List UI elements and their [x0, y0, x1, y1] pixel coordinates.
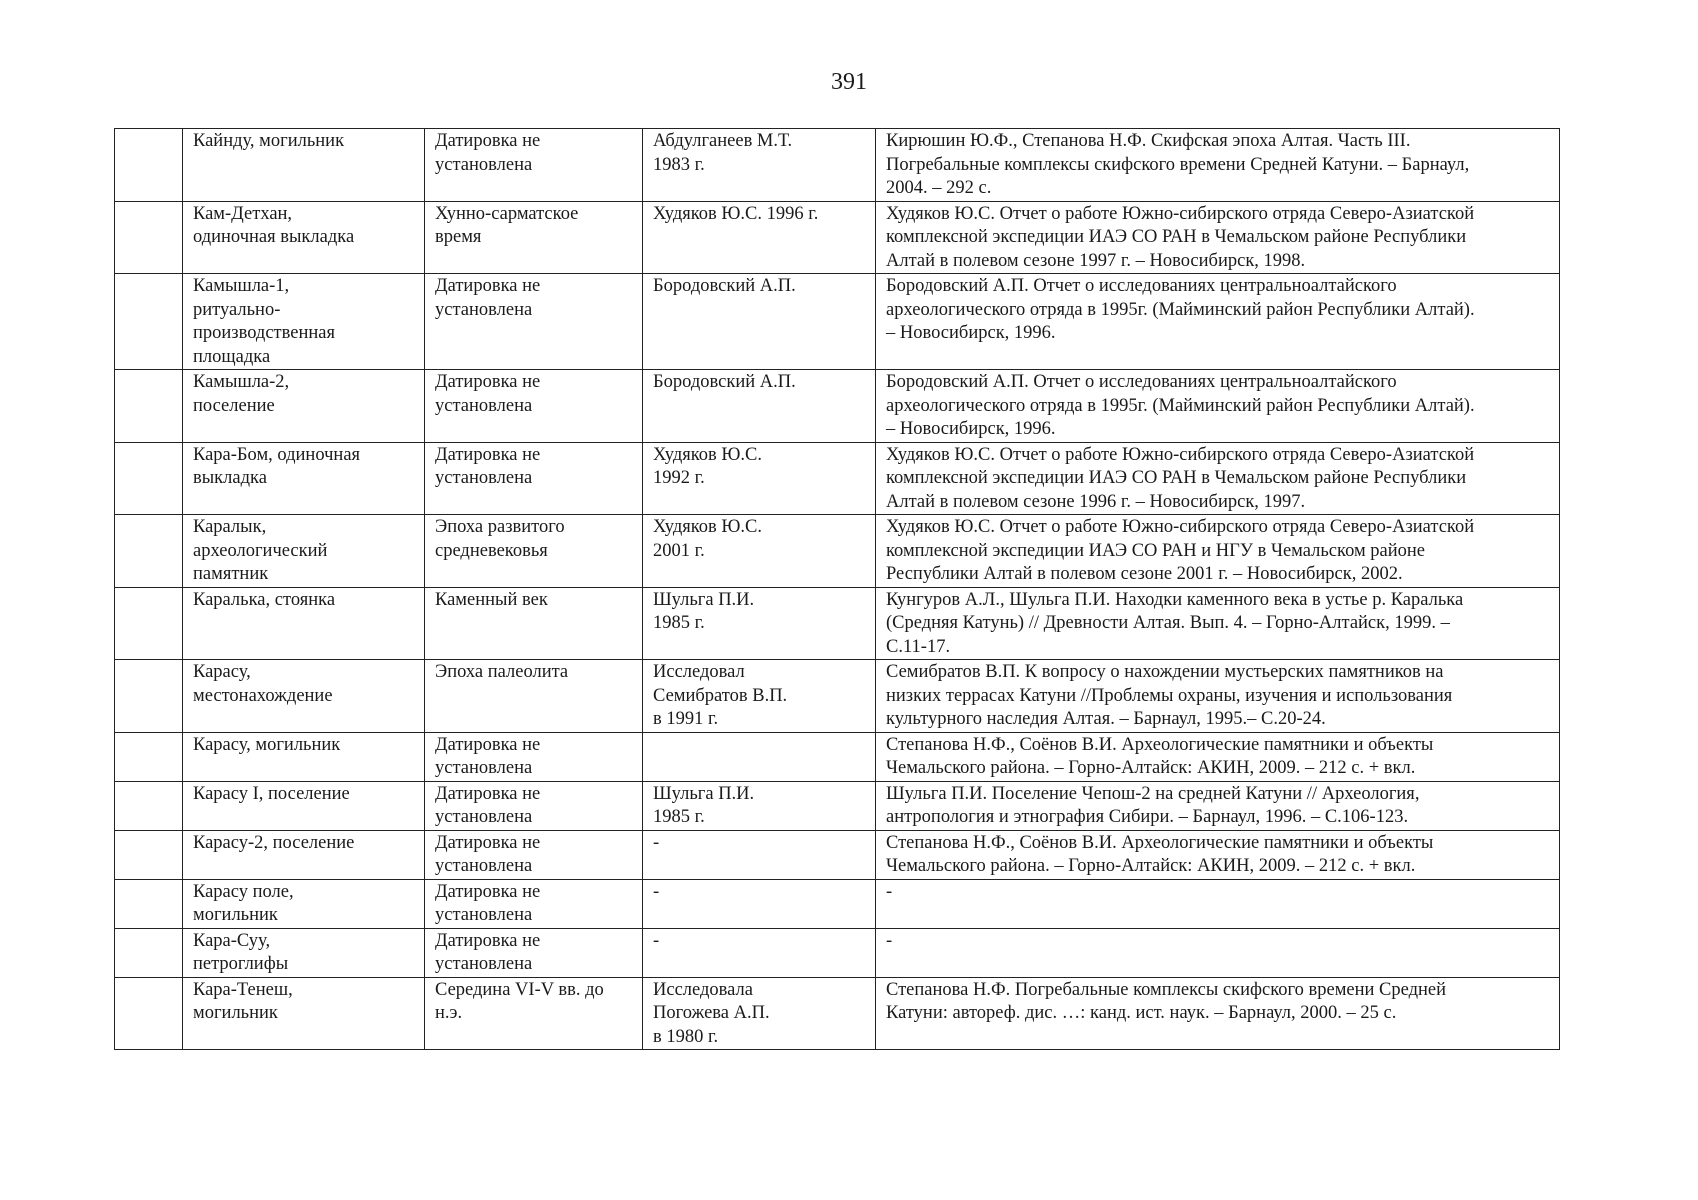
researcher-line: Шульга П.И. [653, 589, 755, 610]
source-line: Шульга П.И. Поселение Чепош-2 на средней Катуни // Археология, [886, 783, 1420, 804]
dating-line: Датировка не [435, 372, 541, 392]
source-line: Бородовский А.П. Отчет о исследованиях центральноалтайского [886, 372, 1397, 392]
researcher-line: - [653, 832, 660, 853]
name-line: Карасу, могильник [193, 734, 341, 755]
researcher-cell [643, 879, 876, 928]
source-cell [876, 830, 1560, 879]
source-cell [876, 781, 1560, 830]
dating-cell [425, 201, 643, 274]
researcher-line: Абдулганеев М.Т. [653, 131, 793, 151]
monument-name-cell [183, 977, 425, 1050]
researcher-line: 1992 г. [653, 468, 705, 488]
name-line: Кара-Бом, одиночная [193, 444, 361, 465]
index-cell [115, 879, 183, 928]
monument-name-cell [183, 442, 425, 515]
researcher-line: - [653, 881, 660, 902]
monument-name-cell [183, 587, 425, 660]
source-cell [876, 879, 1560, 928]
name-line: ритуально- [193, 299, 281, 320]
source-line: Степанова Н.Ф. Погребальные комплексы скифского времени Средней [886, 979, 1447, 1000]
source-line: Худяков Ю.С. Отчет о работе Южно-сибирского отряда Северо-Азиатской [886, 444, 1475, 465]
monument-name-cell [183, 515, 425, 588]
table-row [115, 370, 1560, 443]
researcher-line: в 1991 г. [653, 709, 719, 729]
source-line: Степанова Н.Ф., Соёнов В.И. Археологические памятники и объекты [886, 734, 1434, 755]
researcher-cell [643, 928, 876, 977]
monument-name-cell [183, 732, 425, 781]
index-cell [115, 660, 183, 733]
table-body [115, 129, 1560, 1050]
source-line: (Средняя Катунь) // Древности Алтая. Вып. 4. – Горно-Алтайск, 1999. – [886, 613, 1450, 633]
researcher-cell [643, 587, 876, 660]
dating-line: установлена [435, 154, 533, 175]
index-cell [115, 977, 183, 1050]
dating-line: установлена [435, 395, 533, 416]
dating-line: установлена [435, 299, 533, 320]
monuments-table [114, 128, 1560, 1050]
table-row [115, 781, 1560, 830]
source-line: Степанова Н.Ф., Соёнов В.И. Археологические памятники и объекты [886, 832, 1434, 853]
table-row [115, 515, 1560, 588]
source-line: Республики Алтай в полевом сезоне 2001 г. – Новосибирск, 2002. [886, 564, 1403, 584]
dating-line: Датировка не [435, 783, 541, 804]
dating-cell [425, 732, 643, 781]
name-line: Каралька, стоянка [193, 589, 336, 610]
dating-line: средневековья [435, 540, 548, 561]
researcher-line: Исследовала [653, 979, 753, 1000]
dating-line: установлена [435, 807, 533, 827]
source-cell [876, 587, 1560, 660]
monument-name-cell [183, 201, 425, 274]
name-line: Кара-Суу, [193, 930, 271, 951]
dating-line: установлена [435, 758, 533, 778]
source-line: Бородовский А.П. Отчет о исследованиях центральноалтайского [886, 276, 1397, 296]
researcher-line: в 1980 г. [653, 1026, 719, 1047]
researcher-line: Худяков Ю.С. 1996 г. [653, 203, 819, 224]
source-cell [876, 129, 1560, 202]
monument-name-cell [183, 370, 425, 443]
source-line: комплексной экспедиции ИАЭ СО РАН и НГУ в Чемальском районе [886, 540, 1426, 561]
dating-line: Эпоха развитого [435, 517, 565, 537]
researcher-cell [643, 442, 876, 515]
name-line: производственная [193, 323, 336, 343]
name-line: Кайнду, могильник [193, 131, 345, 151]
name-line: Карасу-2, поселение [193, 832, 355, 853]
index-cell [115, 442, 183, 515]
source-cell [876, 201, 1560, 274]
source-line: – Новосибирск, 1996. [886, 419, 1056, 439]
dating-line: Эпоха палеолита [435, 662, 569, 682]
index-cell [115, 830, 183, 879]
researcher-line: 1985 г. [653, 613, 705, 633]
researcher-line: Шульга П.И. [653, 783, 755, 804]
researcher-line: 1983 г. [653, 154, 705, 175]
index-cell [115, 129, 183, 202]
source-line: Худяков Ю.С. Отчет о работе Южно-сибирского отряда Северо-Азиатской [886, 203, 1475, 224]
source-line: археологического отряда в 1995г. (Майминский район Республики Алтай). [886, 299, 1475, 320]
dating-line: Датировка не [435, 131, 541, 151]
name-line: Камышла-2, [193, 372, 290, 392]
monument-name-cell [183, 928, 425, 977]
researcher-cell [643, 732, 876, 781]
source-line: низких террасах Катуни //Проблемы охраны, изучения и использования [886, 685, 1453, 706]
table-row [115, 977, 1560, 1050]
name-line: Камышла-1, [193, 276, 290, 296]
source-line: комплексной экспедиции ИАЭ СО РАН в Чемальском районе Республики [886, 227, 1467, 247]
table-row [115, 587, 1560, 660]
name-line: Карасу I, поселение [193, 783, 350, 804]
name-line: одиночная выкладка [193, 227, 355, 247]
dating-cell [425, 129, 643, 202]
dating-line: Датировка не [435, 444, 541, 465]
dating-cell [425, 515, 643, 588]
researcher-cell [643, 977, 876, 1050]
source-line: - [886, 930, 893, 951]
dating-cell [425, 781, 643, 830]
dating-cell [425, 660, 643, 733]
table-row [115, 830, 1560, 879]
name-line: Карасу поле, [193, 881, 294, 902]
source-line: Погребальные комплексы скифского времени Средней Катуни. – Барнаул, [886, 154, 1470, 175]
source-line: – Новосибирск, 1996. [886, 323, 1056, 343]
researcher-line: - [653, 930, 660, 951]
dating-cell [425, 977, 643, 1050]
researcher-cell [643, 660, 876, 733]
monument-name-cell [183, 274, 425, 370]
researcher-line: Бородовский А.П. [653, 276, 796, 296]
table-row [115, 732, 1560, 781]
name-line: могильник [193, 905, 278, 925]
source-line: Кунгуров А.Л., Шульга П.И. Находки каменного века в устье р. Каралька [886, 589, 1464, 610]
name-line: площадка [193, 346, 271, 367]
dating-line: Хунно-сарматское [435, 203, 579, 224]
name-line: выкладка [193, 468, 267, 488]
researcher-cell [643, 201, 876, 274]
dating-cell [425, 442, 643, 515]
source-line: Чемальского района. – Горно-Алтайск: АКИН, 2009. – 212 с. + вкл. [886, 758, 1416, 778]
dating-cell [425, 830, 643, 879]
researcher-line: Худяков Ю.С. [653, 517, 763, 537]
index-cell [115, 781, 183, 830]
name-line: петроглифы [193, 954, 289, 974]
source-line: археологического отряда в 1995г. (Майминский район Республики Алтай). [886, 395, 1475, 416]
index-cell [115, 928, 183, 977]
source-line: Кирюшин Ю.Ф., Степанова Н.Ф. Скифская эпоха Алтая. Часть III. [886, 131, 1411, 151]
researcher-cell [643, 274, 876, 370]
name-line: Кам-Детхан, [193, 203, 293, 224]
source-line: культурного наследия Алтая. – Барнаул, 1995.– С.20-24. [886, 709, 1326, 729]
researcher-cell [643, 830, 876, 879]
name-line: Карасу, [193, 662, 251, 682]
name-line: Кара-Тенеш, [193, 979, 293, 1000]
researcher-cell [643, 370, 876, 443]
researcher-cell [643, 515, 876, 588]
researcher-line: 1985 г. [653, 807, 705, 827]
source-line: Худяков Ю.С. Отчет о работе Южно-сибирского отряда Северо-Азиатской [886, 517, 1475, 537]
index-cell [115, 732, 183, 781]
source-line: Алтай в полевом сезоне 1996 г. – Новосибирск, 1997. [886, 491, 1306, 512]
dating-cell [425, 587, 643, 660]
source-line: С.11-17. [886, 636, 951, 657]
dating-line: установлена [435, 905, 533, 925]
researcher-line: Исследовал [653, 662, 745, 682]
source-line: 2004. – 292 с. [886, 178, 992, 198]
source-line: Катуни: автореф. дис. …: канд. ист. наук. – Барнаул, 2000. – 25 с. [886, 1003, 1397, 1023]
dating-line: время [435, 227, 482, 247]
table-row [115, 129, 1560, 202]
monument-name-cell [183, 129, 425, 202]
dating-line: установлена [435, 856, 533, 876]
table-row [115, 660, 1560, 733]
name-line: местонахождение [193, 685, 333, 706]
name-line: археологический [193, 540, 328, 561]
source-line: Алтай в полевом сезоне 1997 г. – Новосибирск, 1998. [886, 250, 1306, 271]
dating-line: Середина VI-V вв. до [435, 979, 604, 1000]
researcher-line: 2001 г. [653, 540, 705, 561]
page-number: 391 [831, 69, 867, 95]
dating-cell [425, 928, 643, 977]
source-cell [876, 515, 1560, 588]
source-line: антропология и этнография Сибири. – Барнаул, 1996. – С.106-123. [886, 807, 1409, 827]
name-line: Каралык, [193, 517, 267, 537]
researcher-line: Семибратов В.П. [653, 685, 788, 706]
source-cell [876, 442, 1560, 515]
dating-line: Датировка не [435, 881, 541, 902]
source-cell [876, 928, 1560, 977]
table-row [115, 879, 1560, 928]
researcher-line: Бородовский А.П. [653, 372, 796, 392]
dating-cell [425, 274, 643, 370]
table-row [115, 928, 1560, 977]
monument-name-cell [183, 830, 425, 879]
dating-line: установлена [435, 468, 533, 488]
researcher-cell [643, 129, 876, 202]
index-cell [115, 515, 183, 588]
dating-line: установлена [435, 954, 533, 974]
name-line: поселение [193, 395, 275, 416]
dating-line: н.э. [435, 1003, 463, 1023]
monument-name-cell [183, 879, 425, 928]
index-cell [115, 370, 183, 443]
source-line: комплексной экспедиции ИАЭ СО РАН в Чемальском районе Республики [886, 468, 1467, 488]
name-line: могильник [193, 1003, 278, 1023]
researcher-cell [643, 781, 876, 830]
source-cell [876, 732, 1560, 781]
index-cell [115, 587, 183, 660]
name-line: памятник [193, 564, 269, 584]
table-row [115, 274, 1560, 370]
monument-name-cell [183, 781, 425, 830]
researcher-line: Худяков Ю.С. [653, 444, 763, 465]
monument-name-cell [183, 660, 425, 733]
dating-line: Датировка не [435, 734, 541, 755]
source-line: Семибратов В.П. К вопросу о нахождении мустьерских памятников на [886, 662, 1444, 682]
dating-line: Датировка не [435, 276, 541, 296]
dating-cell [425, 370, 643, 443]
researcher-line: Погожева А.П. [653, 1003, 770, 1023]
index-cell [115, 201, 183, 274]
dating-cell [425, 879, 643, 928]
source-line: - [886, 881, 893, 902]
dating-line: Каменный век [435, 589, 548, 610]
source-cell [876, 370, 1560, 443]
dating-line: Датировка не [435, 930, 541, 951]
source-cell [876, 274, 1560, 370]
source-cell [876, 977, 1560, 1050]
table-row [115, 442, 1560, 515]
index-cell [115, 274, 183, 370]
source-cell [876, 660, 1560, 733]
dating-line: Датировка не [435, 832, 541, 853]
table-row [115, 201, 1560, 274]
source-line: Чемальского района. – Горно-Алтайск: АКИН, 2009. – 212 с. + вкл. [886, 856, 1416, 876]
